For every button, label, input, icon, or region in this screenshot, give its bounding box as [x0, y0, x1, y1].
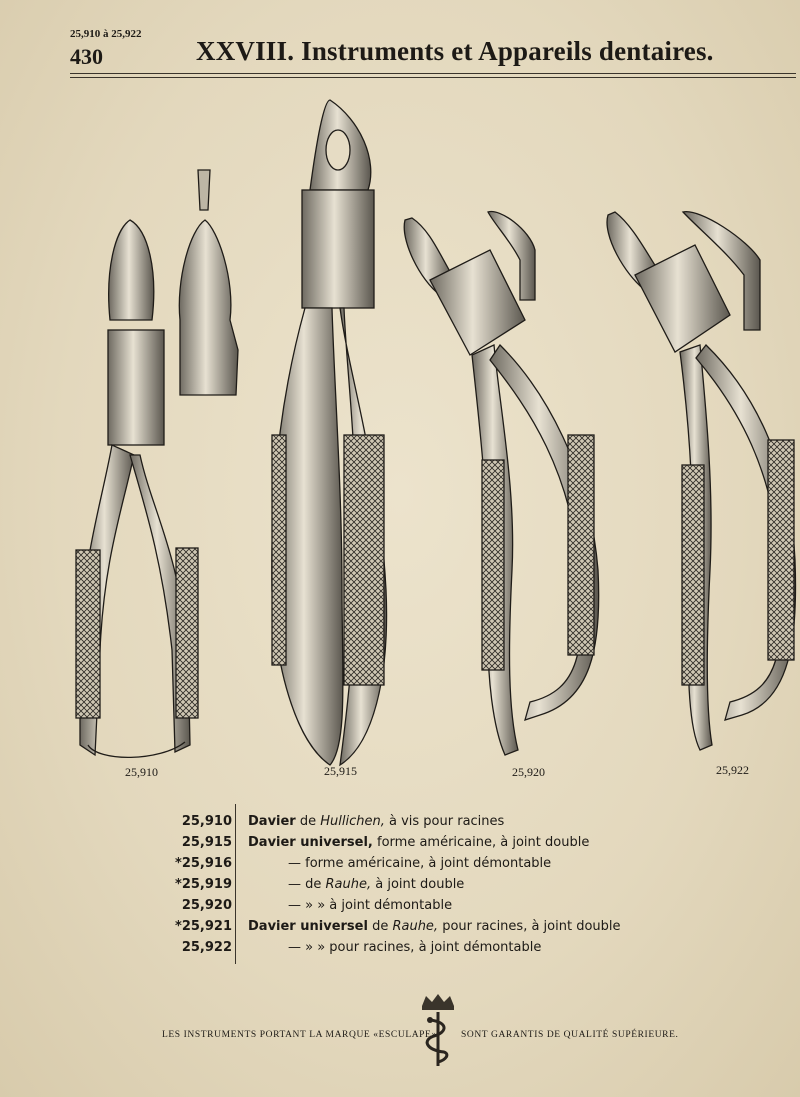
- item-description: — » » à joint démontable: [288, 898, 453, 913]
- footer-right-text: SONT GARANTIS DE QUALITÉ SUPÉRIEURE.: [461, 1030, 679, 1040]
- item-description: Davier de Hullichen, à vis pour racines: [248, 814, 505, 829]
- item-number: 25,920: [181, 898, 232, 913]
- figure-label: 25,910: [125, 765, 158, 779]
- page-title: XXVIII. Instruments et Appareils dentaires.: [196, 36, 714, 66]
- list-item: [150, 814, 670, 834]
- footer-left-text: LES INSTRUMENTS PORTANT LA MARQUE «ESCULAPE»: [162, 1030, 437, 1040]
- item-number: *25,919: [175, 877, 232, 892]
- forceps-illustrations: [0, 90, 800, 790]
- header-rule: [70, 77, 796, 78]
- list-item: [150, 919, 670, 939]
- header-rule: [70, 73, 796, 74]
- item-description: — forme américaine, à joint démontable: [288, 856, 552, 871]
- list-item: [150, 898, 670, 918]
- figure-label: 25,922: [716, 763, 749, 777]
- item-range: 25,910 à 25,922: [70, 28, 142, 40]
- figure-label: 25,915: [324, 764, 357, 778]
- page-number: 430: [70, 44, 103, 69]
- item-description: — » » pour racines, à joint démontable: [288, 940, 542, 955]
- item-number: 25,922: [181, 940, 232, 955]
- list-item: [150, 940, 670, 960]
- item-description: — de Rauhe, à joint double: [288, 877, 465, 892]
- forceps-25915-drawing: [272, 100, 387, 765]
- item-number: 25,915: [181, 835, 232, 850]
- item-number: 25,910: [181, 814, 232, 829]
- figure-label: 25,920: [512, 765, 545, 779]
- forceps-25922-drawing: [607, 212, 796, 750]
- item-description: Davier universel de Rauhe, pour racines, à joint double: [248, 919, 621, 934]
- item-number: *25,916: [175, 856, 232, 871]
- forceps-25920-drawing: [404, 212, 598, 755]
- forceps-25910-drawing: [76, 170, 238, 757]
- item-description: Davier universel, forme américaine, à joint double: [248, 835, 590, 850]
- list-item: [150, 856, 670, 876]
- list-item: [150, 835, 670, 855]
- item-number: *25,921: [175, 919, 232, 934]
- list-item: [150, 877, 670, 897]
